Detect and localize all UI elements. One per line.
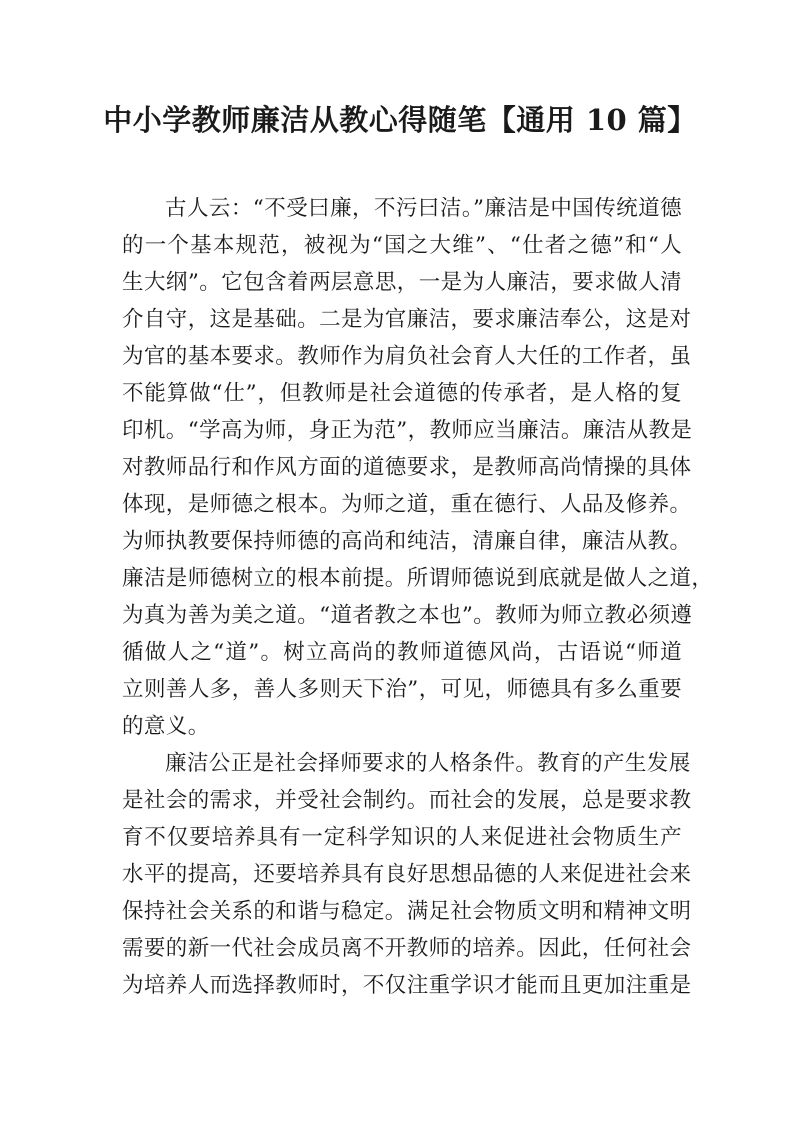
- document-title: 中小学教师廉洁从教心得随笔【通用 10 篇】: [103, 103, 697, 137]
- paragraph-line: 介自守，这是基础。二是为官廉洁，要求廉洁奉公，这是对: [122, 307, 692, 332]
- paragraph-line: 育不仅要培养具有一定科学知识的人来促进社会物质生产: [122, 825, 682, 850]
- paragraph-line: 是社会的需求，并受社会制约。而社会的发展，总是要求教: [122, 788, 692, 813]
- paragraph-line: 体现，是师德之根本。为师之道，重在德行、人品及修养。: [122, 492, 692, 517]
- paragraph-line: 保持社会关系的和谐与稳定。满足社会物质文明和精神文明: [122, 899, 692, 924]
- paragraph-line: 对教师品行和作风方面的道德要求，是教师高尚情操的具体: [122, 455, 692, 480]
- paragraph-line: 为培养人而选择教师时，不仅注重学识才能而且更加注重是: [122, 973, 692, 998]
- paragraph-line: 立则善人多，善人多则天下治”，可见，师德具有多么重要: [122, 677, 682, 702]
- paragraph-line: 廉洁公正是社会择师要求的人格条件。教育的产生发展: [165, 751, 691, 776]
- paragraph-1: [122, 190, 714, 745]
- paragraph-line: 循做人之“道”。树立高尚的教师道德风尚，古语说“师道: [122, 640, 682, 665]
- paragraph-line: 需要的新一代社会成员离不开教师的培养。因此，任何社会: [122, 936, 692, 961]
- paragraph-line: 古人云：“不受曰廉，不污曰洁。”廉洁是中国传统道德: [165, 196, 682, 221]
- paragraph-line: 水平的提高，还要培养具有良好思想品德的人来促进社会来: [122, 862, 692, 887]
- document-body: [122, 190, 714, 1004]
- paragraph-line: 生大纲”。它包含着两层意思，一是为人廉洁，要求做人清: [122, 270, 682, 295]
- paragraph-line: 的意义。: [122, 714, 210, 739]
- paragraph-line: 的一个基本规范，被视为“国之大维”、“仕者之德”和“人: [122, 233, 682, 258]
- paragraph-line: 为官的基本要求。教师作为肩负社会育人大任的工作者，虽: [122, 344, 692, 369]
- paragraph-line: 不能算做“仕”，但教师是社会道德的传承者，是人格的复: [122, 381, 682, 406]
- paragraph-2: [122, 745, 692, 1004]
- paragraph-line: 为师执教要保持师德的高尚和纯洁，清廉自律，廉洁从教。: [122, 529, 692, 554]
- paragraph-line: 印机。“学高为师，身正为范”，教师应当廉洁。廉洁从教是: [122, 418, 693, 443]
- paragraph-line: 为真为善为美之道。“道者教之本也”。教师为师立教必须遵: [122, 603, 693, 628]
- paragraph-line: 廉洁是师德树立的根本前提。所谓师德说到底就是做人之道，: [122, 566, 714, 591]
